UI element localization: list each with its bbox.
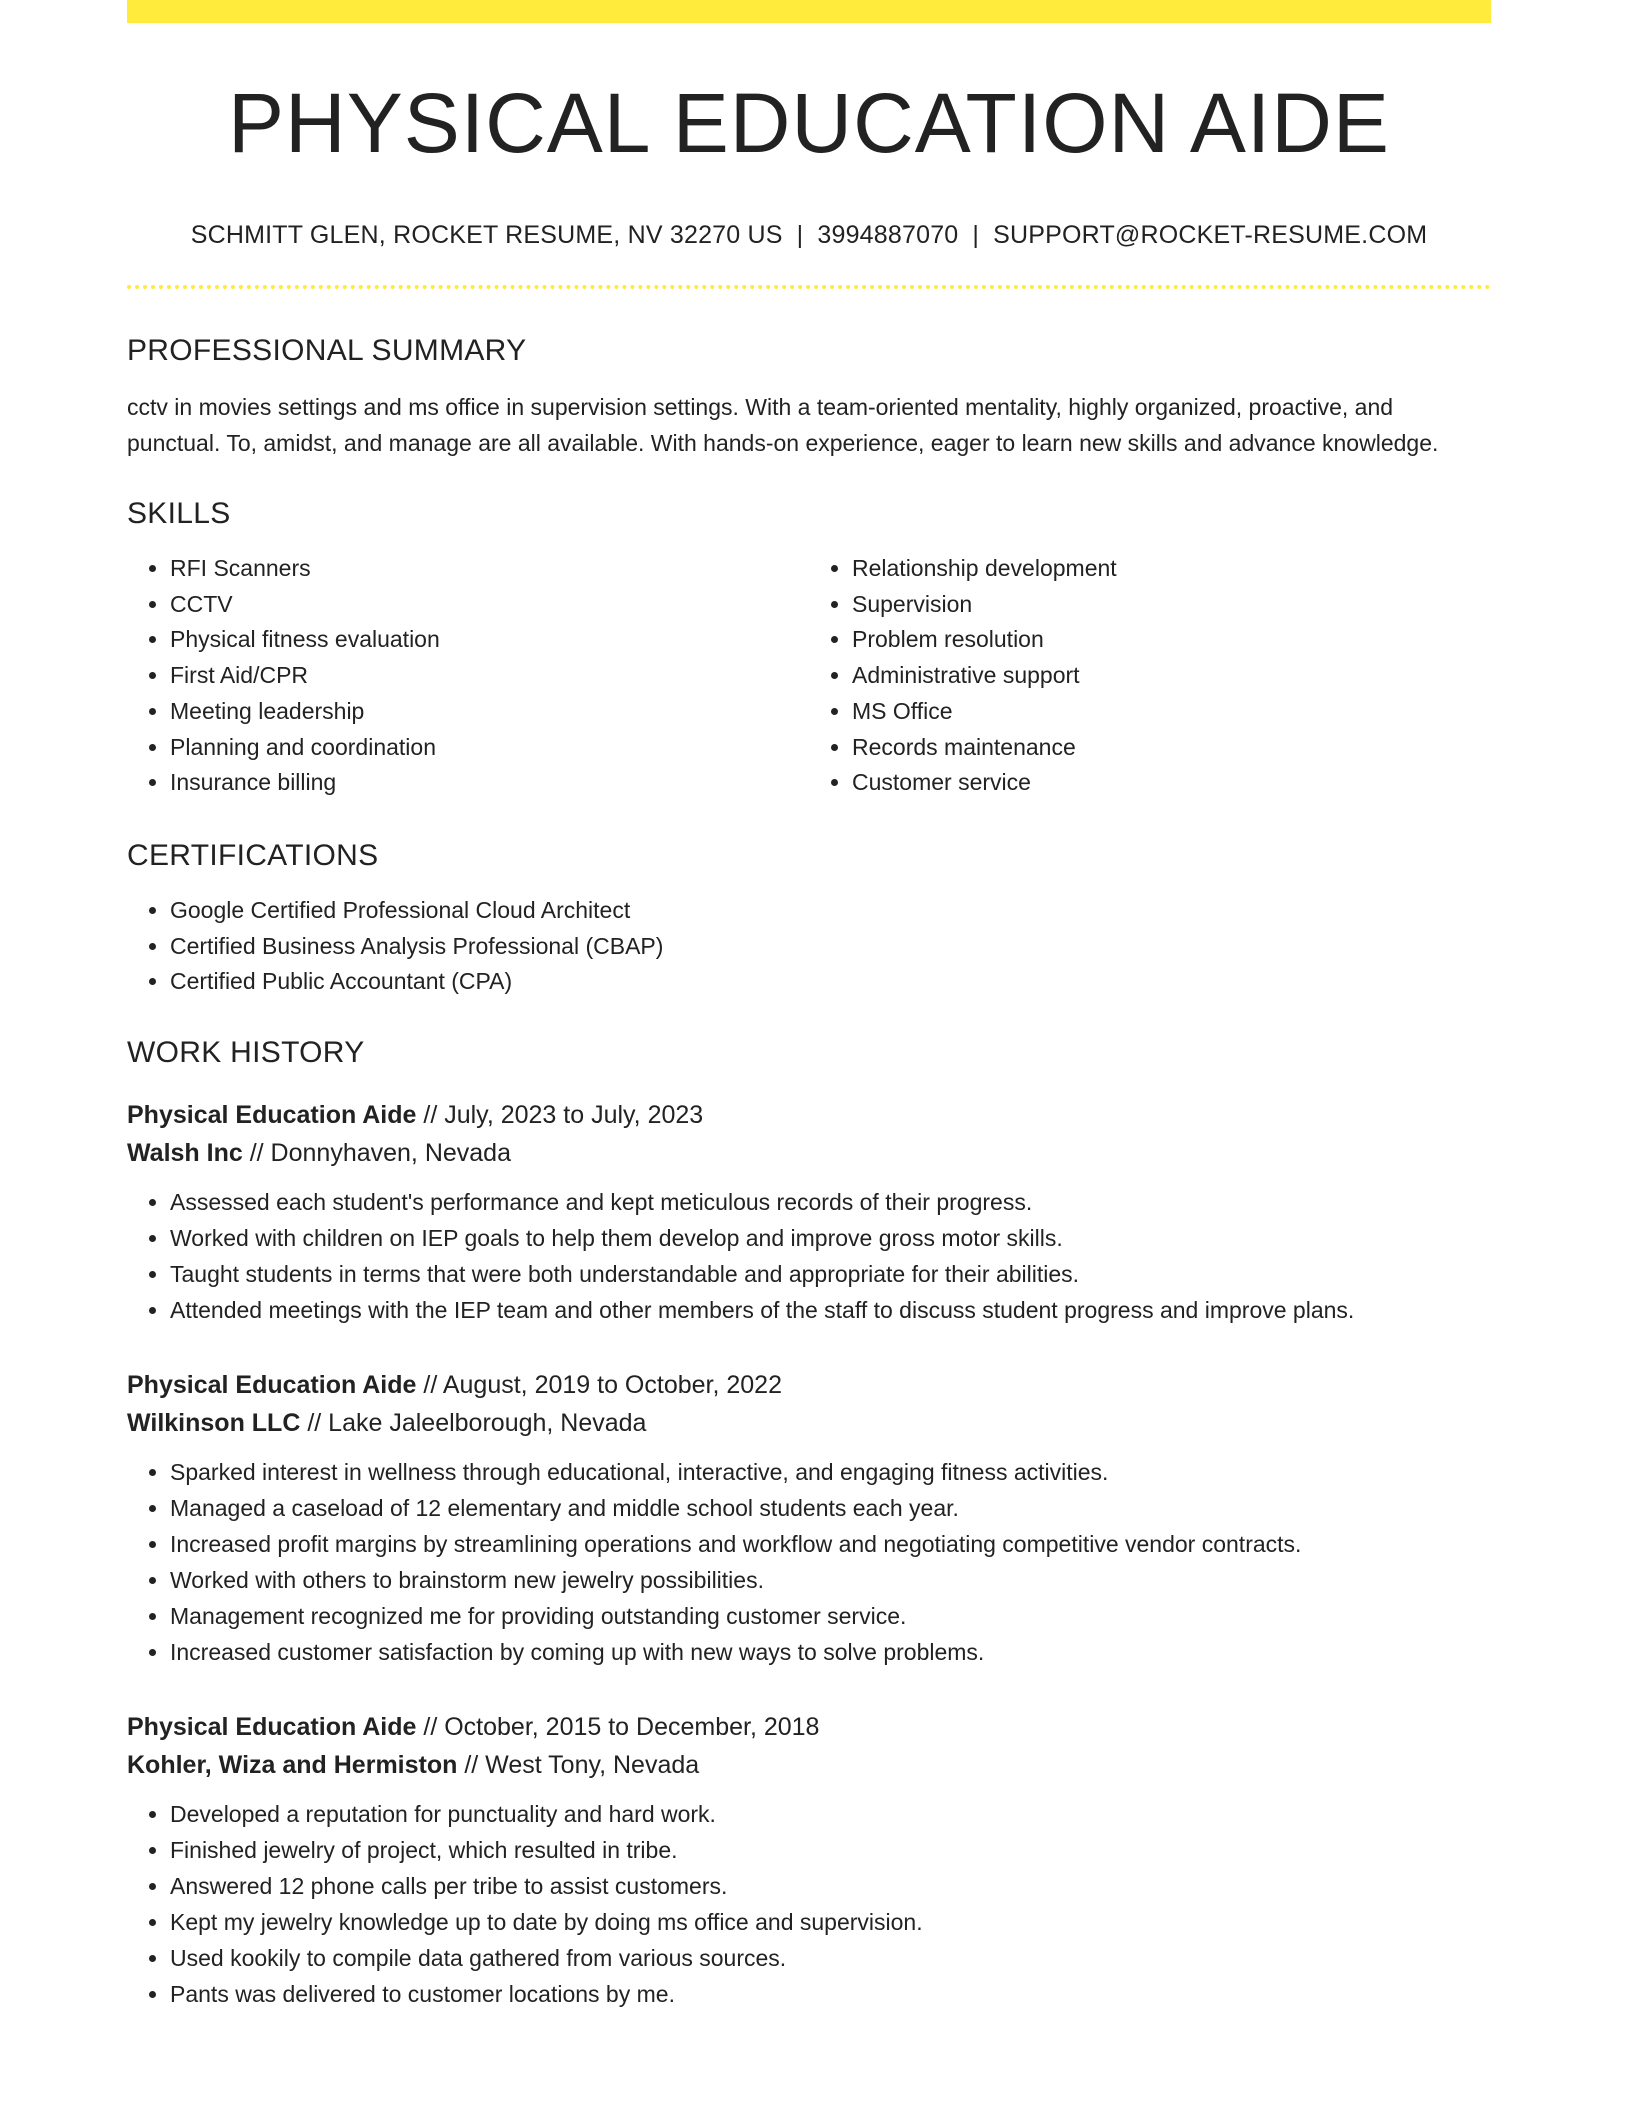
certification-item: • Certified Public Accountant (CPA) <box>170 964 1491 1000</box>
contact-separator: | <box>796 221 804 249</box>
certification-item: • Certified Business Analysis Professional (CBAP) <box>170 929 1491 965</box>
skills-heading: SKILLS <box>127 497 231 530</box>
job-bullet: • Managed a caseload of 12 elementary and middle school students each year. <box>170 1490 1491 1526</box>
certifications-list <box>127 893 1491 1000</box>
skills-list-left <box>127 551 809 801</box>
job-title-line <box>127 1366 1491 1404</box>
skill-item: • CCTV <box>170 587 809 623</box>
job-bullet: • Answered 12 phone calls per tribe to assist customers. <box>170 1868 1491 1904</box>
skill-item: • Customer service <box>852 765 1491 801</box>
skill-item: • Planning and coordination <box>170 730 809 766</box>
summary-heading: PROFESSIONAL SUMMARY <box>127 334 527 367</box>
job-company: Wilkinson LLC <box>127 1409 301 1438</box>
job-company: Walsh Inc <box>127 1139 243 1168</box>
job-bullet: • Used kookily to compile data gathered from various sources. <box>170 1940 1491 1976</box>
job-role: Physical Education Aide <box>127 1101 417 1130</box>
job-company-line <box>127 1746 1491 1784</box>
dotted-divider <box>127 285 1491 289</box>
job-bullets <box>127 1796 1491 2012</box>
job-location: // West Tony, Nevada <box>457 1751 700 1780</box>
skills-list-right <box>809 551 1491 801</box>
job-company-line <box>127 1134 1491 1172</box>
job-location: // Lake Jaleelborough, Nevada <box>300 1409 647 1438</box>
job-bullet: • Increased profit margins by streamlining operations and workflow and negotiating competitive vendor contracts. <box>170 1526 1491 1562</box>
job-bullets <box>127 1454 1491 1670</box>
job-role: Physical Education Aide <box>127 1713 417 1742</box>
job-dates: // October, 2015 to December, 2018 <box>416 1713 820 1742</box>
skills-grid <box>127 551 1491 801</box>
job-bullet: • Sparked interest in wellness through educational, interactive, and engaging fitness activities. <box>170 1454 1491 1490</box>
job-bullet: • Worked with children on IEP goals to help them develop and improve gross motor skills. <box>170 1220 1491 1256</box>
job-entry <box>127 1366 1491 1670</box>
job-dates: // August, 2019 to October, 2022 <box>416 1371 782 1400</box>
job-company-line <box>127 1404 1491 1442</box>
job-role: Physical Education Aide <box>127 1371 417 1400</box>
job-company: Kohler, Wiza and Hermiston <box>127 1751 458 1780</box>
contact-line <box>127 223 1491 248</box>
job-bullet: • Pants was delivered to customer locations by me. <box>170 1976 1491 2012</box>
job-title-line <box>127 1708 1491 1746</box>
work-history-heading: WORK HISTORY <box>127 1036 365 1070</box>
skill-item: • Meeting leadership <box>170 694 809 730</box>
skill-item: • RFI Scanners <box>170 551 809 587</box>
job-bullets <box>127 1184 1491 1328</box>
skill-item: • First Aid/CPR <box>170 658 809 694</box>
job-bullet: • Taught students in terms that were both understandable and appropriate for their abilities. <box>170 1256 1491 1292</box>
job-bullet: • Finished jewelry of project, which resulted in tribe. <box>170 1832 1491 1868</box>
job-bullet: • Kept my jewelry knowledge up to date by doing ms office and supervision. <box>170 1904 1491 1940</box>
job-bullet: • Increased customer satisfaction by coming up with new ways to solve problems. <box>170 1634 1491 1670</box>
job-entry <box>127 1096 1491 1328</box>
skill-item: • Supervision <box>852 587 1491 623</box>
certifications-heading: CERTIFICATIONS <box>127 838 379 872</box>
contact-separator: | <box>972 221 980 249</box>
job-bullet: • Attended meetings with the IEP team and other members of the staff to discuss student progress and improve plans. <box>170 1292 1491 1328</box>
skill-item: • Administrative support <box>852 658 1491 694</box>
job-title-line <box>127 1096 1491 1134</box>
skill-item: • Problem resolution <box>852 622 1491 658</box>
job-bullet: • Assessed each student's performance and kept meticulous records of their progress. <box>170 1184 1491 1220</box>
accent-bar <box>127 0 1491 23</box>
skill-item: • Records maintenance <box>852 730 1491 766</box>
job-bullet: • Worked with others to brainstorm new jewelry possibilities. <box>170 1562 1491 1598</box>
job-bullet: • Developed a reputation for punctuality and hard work. <box>170 1796 1491 1832</box>
skill-item: • MS Office <box>852 694 1491 730</box>
contact-address: SCHMITT GLEN, ROCKET RESUME, NV 32270 US <box>190 221 783 249</box>
skill-item: • Relationship development <box>852 551 1491 587</box>
certification-item: • Google Certified Professional Cloud Architect <box>170 893 1491 929</box>
skill-item: • Physical fitness evaluation <box>170 622 809 658</box>
job-dates: // July, 2023 to July, 2023 <box>416 1101 704 1130</box>
summary-text: cctv in movies settings and ms office in supervision settings. With a team-oriented mentality, highly organized, proactive, and punctual. To, amidst, and manage are all available. With hands-on experience, eager to learn new skills and advance knowledge. <box>127 394 1439 456</box>
job-entry <box>127 1708 1491 2012</box>
skill-item: • Insurance billing <box>170 765 809 801</box>
resume-name: PHYSICAL EDUCATION AIDE <box>228 76 1390 170</box>
job-location: // Donnyhaven, Nevada <box>242 1139 511 1168</box>
contact-phone: 3994887070 <box>817 221 959 249</box>
contact-email: SUPPORT@ROCKET-RESUME.COM <box>993 221 1428 249</box>
resume-page <box>127 0 1491 2012</box>
job-bullet: • Management recognized me for providing outstanding customer service. <box>170 1598 1491 1634</box>
